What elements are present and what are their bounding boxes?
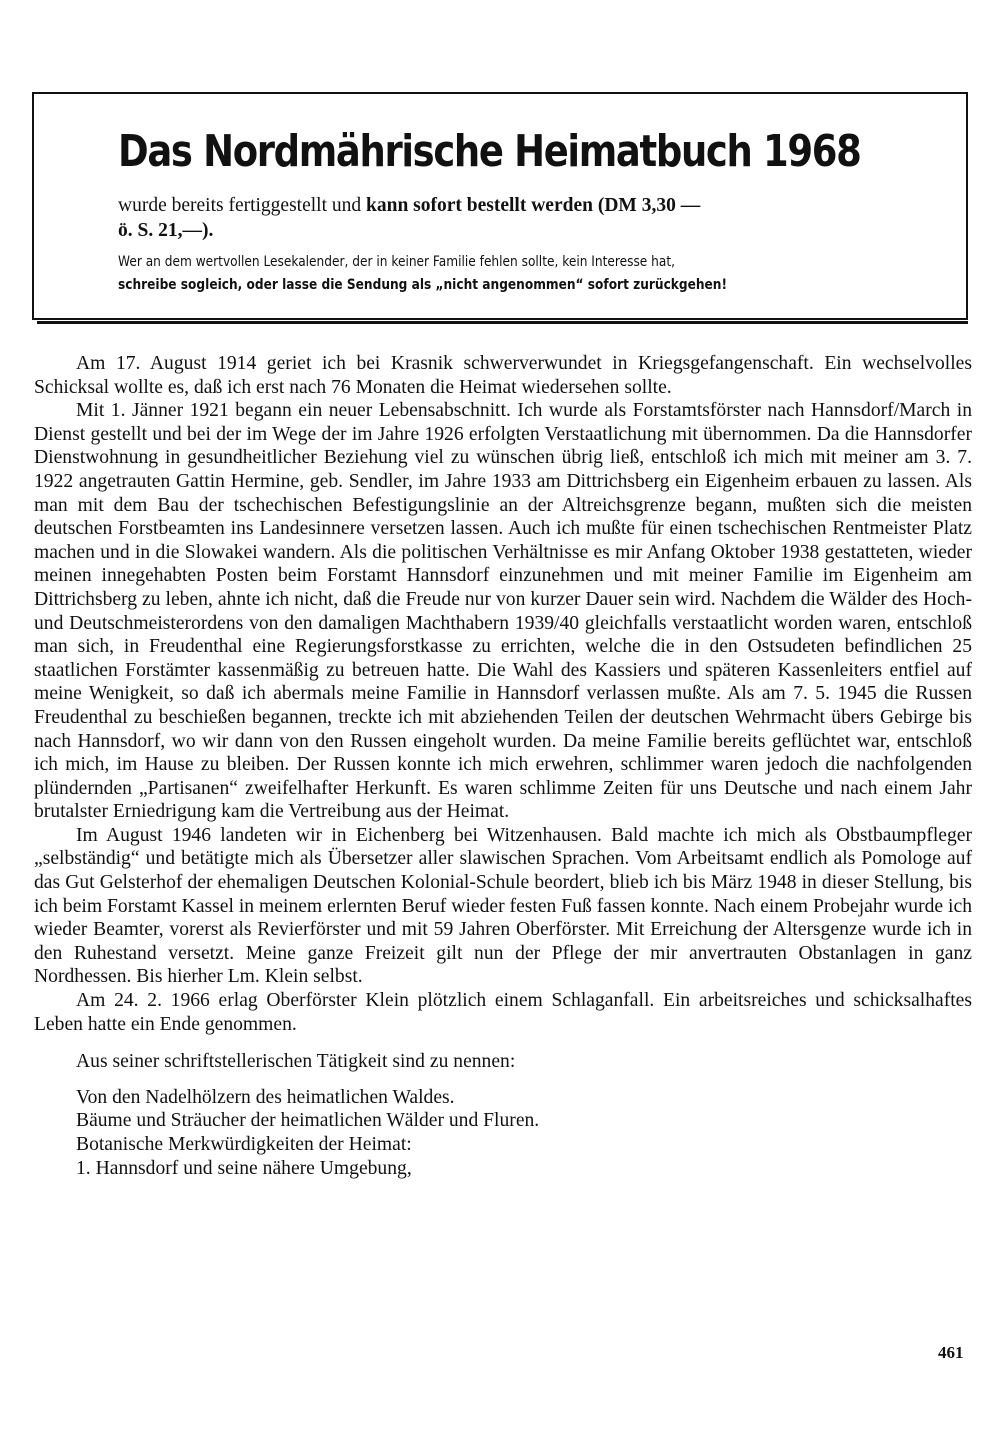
paragraph-career: Mit 1. Jänner 1921 begann ein neuer Lebensabschnitt. Ich wurde als Forstamtsförster nach Hannsdorf/March in Dienst gestellt und bei der im Wege der im Jahre 1926 erfolgten Verstaatlichung mit übernommen. Da die Hannsdorfer Dienstwohnung in gesundheitlicher Beziehung viel zu wünschen übrig ließ, entschloß ich mich mit meiner am 3. 7. 1922 angetrauten Gattin Hermine, geb. Sendler, im Jahre 1933 am Dittrichsberg ein Eigenheim erbauen zu lassen. Als man mit dem Bau der tschechischen Befestigungslinie an der Altreichsgrenze begann, mußten sich die meisten deutschen Forstbeamten ins Landesinnere versetzen lassen. Auch ich mußte für einen tschechischen Rentmeister Platz machen und in die Slowakei wandern. Als die politischen Verhältnisse es mir Anfang Oktober 1938 gestatteten, wieder meinen innegehabten Posten beim Forstamt Hannsdorf einzunehmen und mit meiner Familie im Eigenheim am Dittrichsberg zu leben, ahnte ich nicht, daß die Freude nur von kurzer Dauer sein wird. Nachdem die Wälder des Hoch- und Deutschmeisterordens von den damaligen Machthabern 1939/40 gleichfalls verstaatlicht worden waren, entschloß man sich, in Freudenthal eine Regierungsforstkasse zu errichten, welche die in den Ostsudeten befindlichen 25 staatlichen Forstämter kassenmäßig zu betreuen hatte. Die Wahl des Kassiers und späteren Kassenleiters entfiel auf meine Wenigkeit, so daß ich abermals meine Familie in Hannsdorf verlassen mußte. Als am 7. 5. 1945 die Russen Freudenthal zu beschießen begannen, treckte ich mit abziehenden Teilen der deutschen Wehrmacht übers Gebirge bis nach Hannsdorf, wo wir dann von den Russen eingeholt wurden. Da meine Familie bereits geflüchtet war, entschloß ich mich, im Hause zu bleiben. Der Russen konnte ich mich erwehren, schlimmer waren jedoch die nachfolgenden plündernden „Partisanen“ zweifelhafter Herkunft. Es waren schlimme Zeiten für uns Deutsche und nach einem Jahr brutalster Erniedrigung kam die Vertreibung aus der Heimat. [34,400,972,823]
announcement-line-4: schreibe sogleich, oder lasse die Sendung als „nicht angenommen“ sofort zurückgehen! [118,277,728,293]
works-item: 1. Hannsdorf und seine nähere Umgebung, [76,1157,412,1179]
paragraph-death: Am 24. 2. 1966 erlag Oberförster Klein plötzlich einem Schlaganfall. Ein arbeitsreiches und schicksalhaftes Leben hatte ein Ende genommen. [34,990,972,1035]
works-item: Botanische Merkwürdigkeiten der Heimat: [76,1134,412,1155]
article-body [34,352,972,1180]
works-item: Bäume und Sträucher der heimatlichen Wälder und Fluren. [76,1110,540,1132]
announcement-title: Das Nordmährische Heimatbuch 1968 [118,126,861,177]
paragraph-after-war: Im August 1946 landeten wir in Eichenberg bei Witzenhausen. Bald machte ich mich als Obstbaumpfleger „selbständig“ und betätigte mich als Übersetzer aller slawischen Sprachen. Vom Arbeitsamt endlich als Pomologe auf das Gut Gelsterhof der ehemaligen Deutschen Kolonial-Schule beordert, blieb ich bis März 1948 in dieser Stellung, bis ich beim Forstamt Kassel in meinem erlernten Beruf wieder festen Fuß fassen konnte. Nach einem Probejahr wurde ich wieder Beamter, vorerst als Revierförster und mit 59 Jahren Oberförster. Mit Erreichung der Altersgenze wurde ich in den Ruhestand versetzt. Meine ganze Freizeit gilt nun der Pflege der mir anvertrauten Obstanlagen in ganz Nordhessen. Bis hierher Lm. Klein selbst. [34,824,972,988]
works-item: Von den Nadelhölzern des heimatlichen Waldes. [76,1086,455,1108]
paragraph-capture: Am 17. August 1914 geriet ich bei Krasnik schwerverwundet in Kriegsgefangenschaft. Ein wechselvolles Schicksal wollte es, daß ich erst nach 76 Monaten die Heimat wiedersehen sollte. [34,353,972,398]
announcement-line-2: ö. S. 21,—). [118,220,214,241]
works-list [34,1086,972,1180]
works-intro: Aus seiner schriftstellerischen Tätigkeit sind zu nennen: [76,1051,516,1073]
announcement-line-1 [118,194,918,218]
announcement-line-3: Wer an dem wertvollen Lesekalender, der in keiner Familie fehlen sollte, kein Interesse hat, [118,254,676,270]
announcement-box [32,92,968,320]
announcement-line-1-bold: kann sofort bestellt werden (DM 3,30 — [366,195,701,216]
page-number: 461 [938,1343,964,1362]
announcement-line-1-regular: wurde bereits fertiggestellt und [118,195,367,216]
